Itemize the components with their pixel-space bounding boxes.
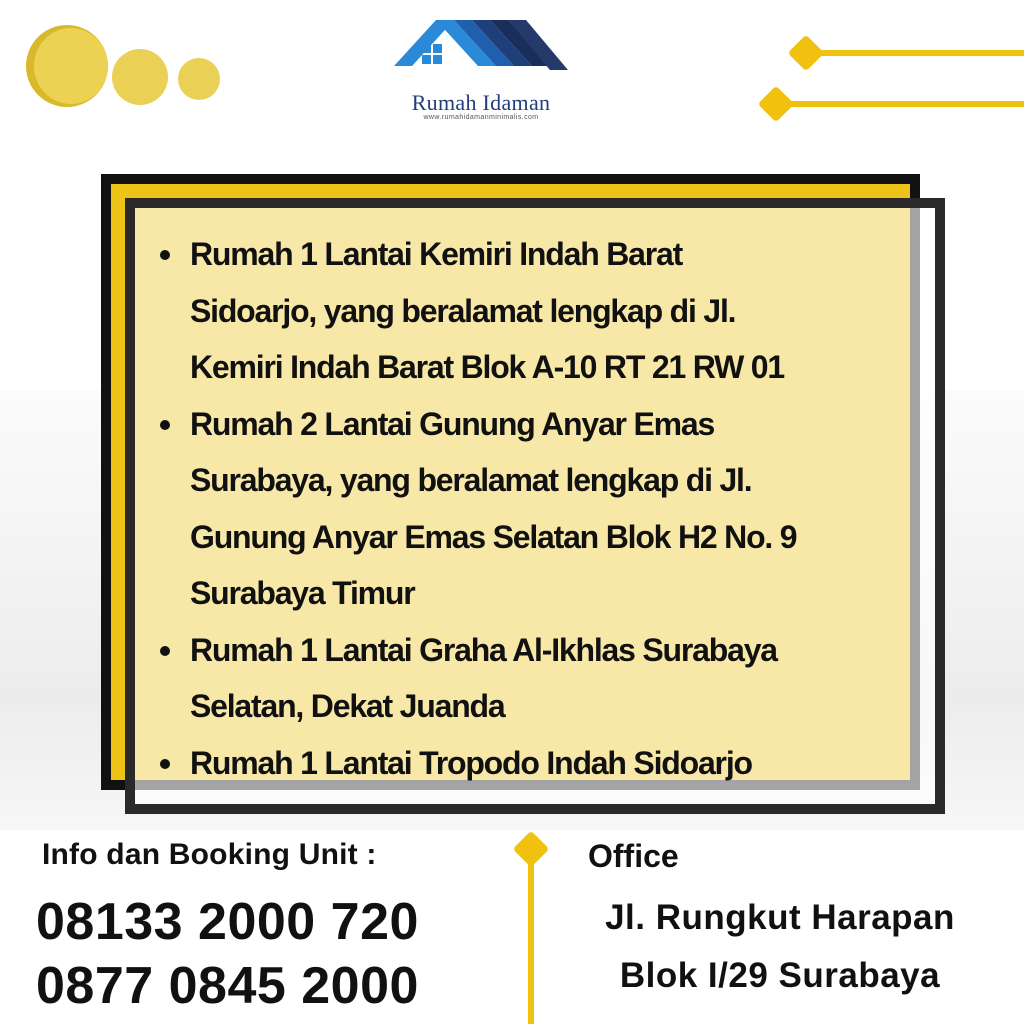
brand-name: Rumah Idaman (411, 90, 551, 115)
decor-line-top (806, 50, 1024, 56)
divider-diamond (513, 831, 550, 868)
office-label: Office (588, 838, 679, 874)
decor-diamond-top (788, 35, 825, 72)
list-item: Rumah 1 Lantai Tropodo Indah Sidoarjo (190, 735, 930, 792)
phone-number-1[interactable]: 08133 2000 720 (36, 893, 419, 951)
phone-number-2[interactable]: 0877 0845 2000 (36, 957, 419, 1015)
decor-circle-large (26, 25, 108, 107)
brand-url: www.rumahidamanminimalis.com (423, 114, 539, 121)
brand-logo (384, 14, 584, 121)
office-address-line-1: Jl. Rungkut Harapan (605, 898, 955, 937)
decor-circle-small (178, 58, 220, 100)
decor-line-bottom (776, 101, 1024, 107)
listing-list (190, 226, 930, 791)
decor-circle-medium (112, 49, 168, 105)
house-roof-icon (384, 14, 584, 92)
list-item: Rumah 1 Lantai Graha Al-Ikhlas Surabaya Selatan, Dekat Juanda (190, 622, 930, 735)
list-item: Rumah 2 Lantai Gunung Anyar Emas Surabaya, yang beralamat lengkap di Jl. Gunung Anyar Emas Selatan Blok H2 No. 9 Surabaya Timur (190, 396, 930, 622)
office-address-line-2: Blok I/29 Surabaya (619, 956, 941, 995)
booking-info-label: Info dan Booking Unit : (42, 838, 377, 871)
decor-diamond-bottom (758, 86, 795, 123)
vertical-divider (528, 856, 534, 1024)
list-item: Rumah 1 Lantai Kemiri Indah Barat Sidoarjo, yang beralamat lengkap di Jl. Kemiri Indah Barat Blok A-10 RT 21 RW 01 (190, 226, 930, 396)
